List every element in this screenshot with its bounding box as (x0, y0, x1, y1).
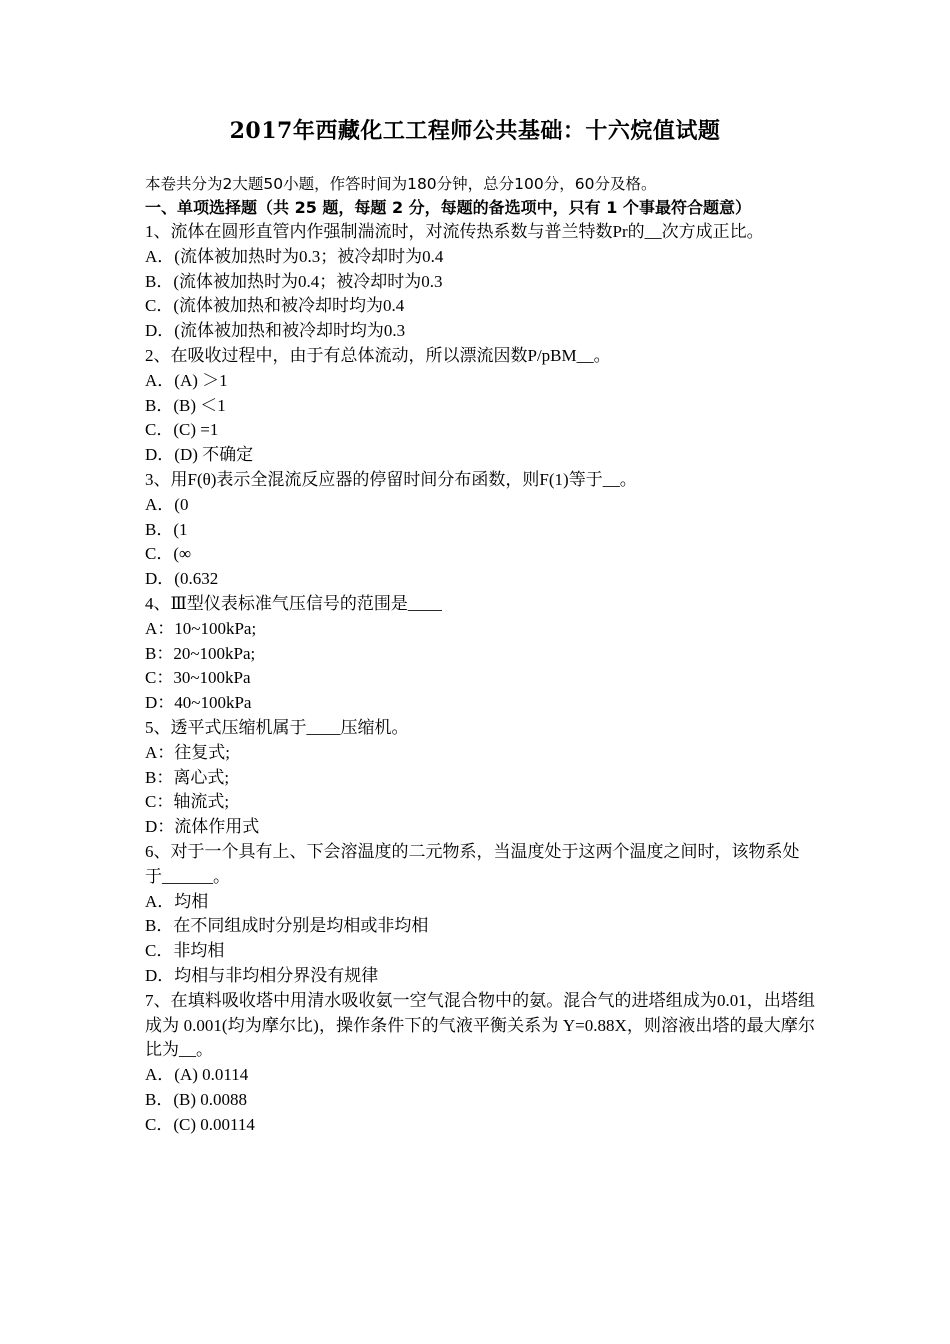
question-stem: 5、透平式压缩机属于____压缩机。 (145, 717, 409, 737)
question-option: B．(B) ＜1 (145, 395, 226, 415)
question-option: D：流体作用式 (145, 817, 260, 837)
question-7 (145, 989, 815, 1138)
document-title: 2017年西藏化工工程师公共基础：十六烷值试题 (229, 118, 721, 144)
question-stem: 2、在吸收过程中，由于有总体流动，所以漂流因数P/pBM__。 (145, 345, 611, 365)
question-stem: 1、流体在圆形直管内作强制湍流时，对流传热系数与普兰特数Pr的__次方成正比。 (145, 222, 764, 241)
question-stem: 6、对于一个具有上、下会溶温度的二元物系，当温度处于这两个温度之间时，该物系处于______。 (145, 841, 800, 886)
question-option: B．(流体被加热时为0.4；被冷却时为0.3 (145, 271, 443, 291)
question-option: A．均相 (145, 891, 209, 911)
question-option: B．在不同组成时分别是均相或非均相 (145, 916, 429, 936)
question-option: A．(A) ＞1 (145, 370, 228, 390)
question-option: B：20~100kPa; (145, 643, 256, 663)
question-option: C．(流体被加热和被冷却时均为0.4 (145, 296, 405, 316)
question-3 (145, 468, 815, 592)
document-body (145, 172, 815, 1137)
question-option: D．均相与非均相分界没有规律 (145, 965, 379, 985)
question-option: A．(流体被加热时为0.3；被冷却时为0.4 (145, 246, 444, 266)
question-option: B．(B) 0.0088 (145, 1089, 247, 1109)
question-option: C：轴流式; (145, 792, 230, 812)
question-option: A：往复式; (145, 742, 230, 762)
question-option: C：30~100kPa (145, 668, 251, 688)
question-option: C．(∞ (145, 544, 192, 564)
section-heading-single-choice: 一、单项选择题（共 25 题，每题 2 分，每题的备选项中，只有 1 个事最符合题意） (145, 198, 751, 217)
question-stem: 7、在填料吸收塔中用清水吸收氨一空气混合物中的氨。混合气的进塔组成为0.01，出塔组成为 0.001(均为摩尔比)，操作条件下的气液平衡关系为 Y=0.88X，则溶液出塔的最大摩尔比为__。 (145, 990, 815, 1060)
question-6 (145, 840, 815, 989)
question-option: C．非均相 (145, 941, 225, 961)
question-stem: 3、用F(θ)表示全混流反应器的停留时间分布函数，则F(1)等于__。 (145, 469, 637, 489)
exam-intro: 本卷共分为2大题50小题，作答时间为180分钟，总分100分，60分及格。 (145, 175, 657, 193)
question-option: D：40~100kPa (145, 693, 252, 713)
question-option: A．(A) 0.0114 (145, 1065, 249, 1085)
question-option: B：离心式; (145, 767, 230, 787)
question-option: C．(C) =1 (145, 420, 219, 440)
question-option: A．(0 (145, 494, 189, 514)
question-option: D．(D) 不确定 (145, 445, 254, 465)
question-option: D．(0.632 (145, 569, 219, 589)
question-5 (145, 716, 815, 840)
question-stem: 4、Ⅲ型仪表标准气压信号的范围是____ (145, 593, 442, 613)
question-2 (145, 344, 815, 468)
question-4 (145, 592, 815, 716)
question-option: D．(流体被加热和被冷却时均为0.3 (145, 321, 406, 341)
question-option: B．(1 (145, 519, 188, 539)
question-1 (145, 220, 815, 344)
question-option: C．(C) 0.00114 (145, 1114, 255, 1134)
question-option: A：10~100kPa; (145, 618, 257, 638)
